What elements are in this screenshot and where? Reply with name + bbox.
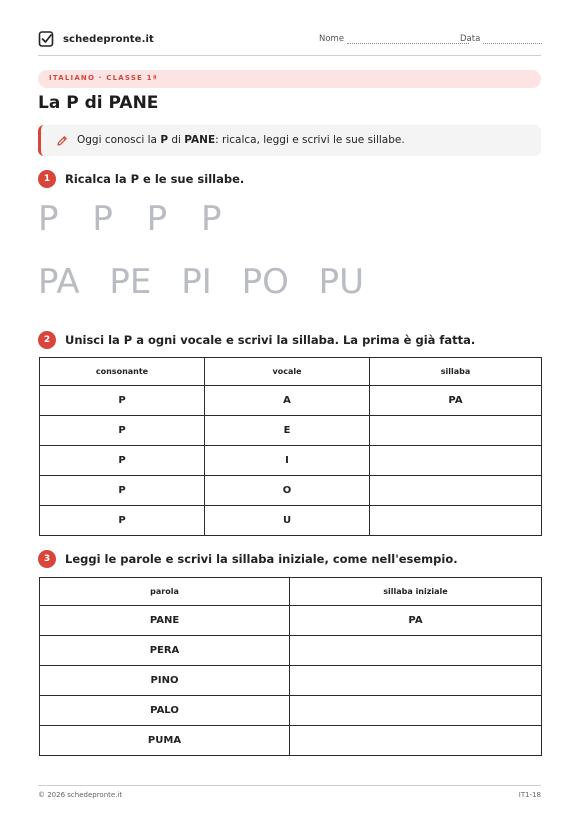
syllable-answer-cell[interactable] <box>370 476 542 506</box>
table-row <box>40 506 542 536</box>
copyright-text: © 2026 schedepronte.it <box>38 791 123 799</box>
words-table <box>39 577 542 756</box>
vowel-cell: U <box>205 506 370 536</box>
date-field[interactable] <box>460 34 542 44</box>
word-cell: PALO <box>40 696 290 726</box>
syllable-answer-cell[interactable] <box>370 506 542 536</box>
initial-syllable-cell[interactable] <box>290 666 542 696</box>
consonant-cell: P <box>40 386 205 416</box>
page-header <box>38 30 541 56</box>
initial-syllable-cell[interactable] <box>290 636 542 666</box>
name-line[interactable] <box>347 35 469 44</box>
vowel-cell: I <box>205 446 370 476</box>
header-cell: sillaba <box>370 358 542 386</box>
section-number-badge: 1 <box>38 170 56 188</box>
table-row <box>40 416 542 446</box>
syllable-answer-cell[interactable]: PA <box>370 386 542 416</box>
table-row <box>40 666 542 696</box>
trace-letter[interactable]: P <box>200 199 222 239</box>
section-2-title <box>38 331 475 349</box>
trace-syllable[interactable]: PO <box>241 262 289 302</box>
table-row <box>40 726 542 756</box>
table-row <box>40 636 542 666</box>
section-number-badge: 3 <box>38 550 56 568</box>
section-number-badge: 2 <box>38 331 56 349</box>
vowel-cell: A <box>205 386 370 416</box>
table-row <box>40 696 542 726</box>
consonant-cell: P <box>40 476 205 506</box>
syllable-answer-cell[interactable] <box>370 416 542 446</box>
initial-syllable-cell[interactable] <box>290 696 542 726</box>
word-cell: PERA <box>40 636 290 666</box>
trace-letter[interactable]: P <box>146 199 168 239</box>
date-label: Data <box>460 34 481 44</box>
consonant-cell: P <box>40 506 205 536</box>
table-row <box>40 386 542 416</box>
header-cell: vocale <box>205 358 370 386</box>
callout-text: Oggi conosci la P di PANE: ricalca, leggi e scrivi le sue sillabe. <box>77 134 405 146</box>
site-name: schedepronte.it <box>63 33 154 45</box>
trace-syllable[interactable]: PA <box>38 262 80 302</box>
trace-syllable[interactable]: PE <box>109 262 152 302</box>
trace-letters-row <box>38 199 245 239</box>
syllable-table <box>39 357 542 536</box>
subject-label: ITALIANO · CLASSE 1ª <box>49 74 158 82</box>
section-heading: Unisci la P a ogni vocale e scrivi la sillaba. La prima è già fatta. <box>65 333 476 347</box>
sheet-code: IT1-18 <box>518 791 541 799</box>
trace-letter[interactable]: P <box>38 199 59 239</box>
vowel-cell: O <box>205 476 370 506</box>
table-header-row <box>40 358 542 386</box>
trace-syllable[interactable]: PU <box>318 262 365 302</box>
header-cell: sillaba iniziale <box>290 578 542 606</box>
word-cell: PANE <box>40 606 290 636</box>
name-label: Nome <box>319 34 345 44</box>
word-cell: PUMA <box>40 726 290 756</box>
checklist-icon <box>38 30 56 48</box>
consonant-cell: P <box>40 416 205 446</box>
date-line[interactable] <box>483 35 542 44</box>
table-header-row <box>40 578 542 606</box>
pencil-icon <box>56 135 68 147</box>
trace-syllables-row <box>38 262 383 302</box>
page-footer <box>38 785 541 799</box>
table-row <box>40 446 542 476</box>
initial-syllable-cell[interactable]: PA <box>290 606 542 636</box>
section-3-title <box>38 550 458 568</box>
section-1-title <box>38 170 244 188</box>
trace-syllable[interactable]: PI <box>181 262 212 302</box>
name-field[interactable] <box>319 34 469 44</box>
page-title: La P di PANE <box>38 93 159 113</box>
trace-letter[interactable]: P <box>92 199 113 239</box>
header-cell: parola <box>40 578 290 606</box>
site-logo <box>38 30 154 48</box>
consonant-cell: P <box>40 446 205 476</box>
vowel-cell: E <box>205 416 370 446</box>
section-heading: Leggi le parole e scrivi la sillaba iniziale, come nell'esempio. <box>65 552 458 566</box>
header-cell: consonante <box>40 358 205 386</box>
table-row <box>40 606 542 636</box>
word-cell: PINO <box>40 666 290 696</box>
syllable-answer-cell[interactable] <box>370 446 542 476</box>
subject-band <box>38 70 541 88</box>
table-row <box>40 476 542 506</box>
instruction-callout <box>38 125 541 156</box>
initial-syllable-cell[interactable] <box>290 726 542 756</box>
section-heading: Ricalca la P e le sue sillabe. <box>65 172 245 186</box>
